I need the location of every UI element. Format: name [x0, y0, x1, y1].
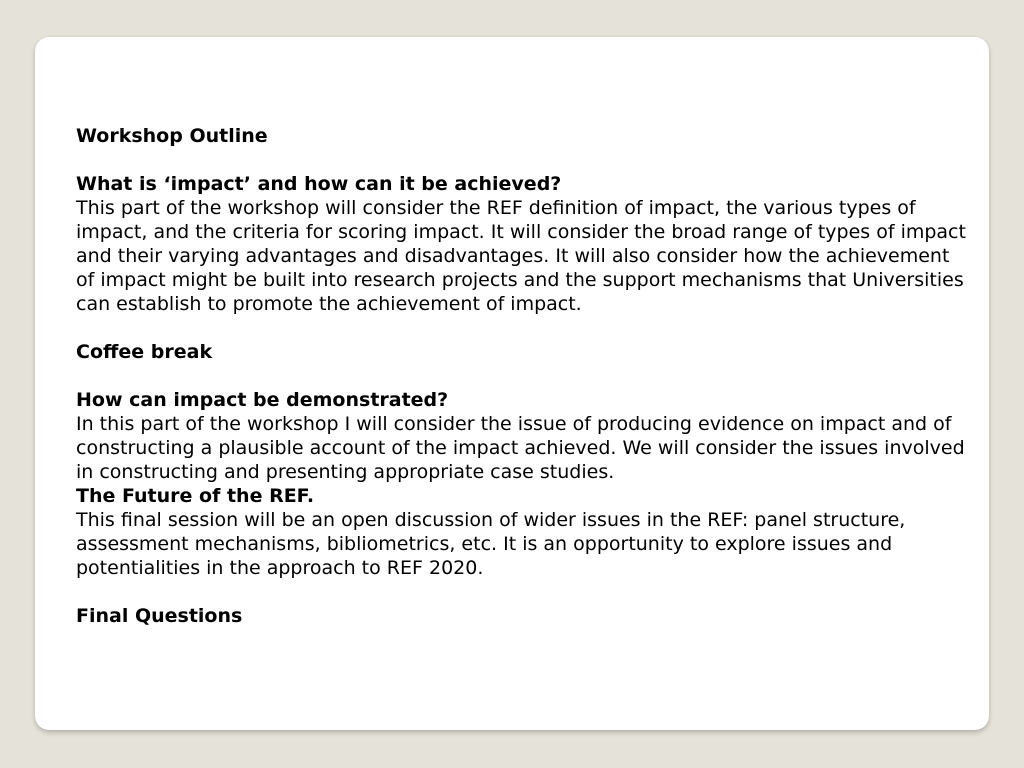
- section-body-future-ref: This final session will be an open discussion of wider issues in the REF: panel structure, assessment mechanisms, bibliometrics, etc. It is an opportunity to explore issues and potentialities in the approach to REF 2020.: [76, 509, 906, 579]
- spacer: [76, 148, 966, 172]
- final-questions-label: Final Questions: [76, 605, 243, 627]
- section-heading-impact-achieved: What is ‘impact’ and how can it be achieved?: [76, 173, 562, 195]
- slide-content: [76, 124, 966, 628]
- slide-title: Workshop Outline: [76, 125, 268, 147]
- section-heading-future-ref: The Future of the REF.: [76, 485, 315, 507]
- section-heading-impact-demonstrated: How can impact be demonstrated?: [76, 389, 449, 411]
- slide-card: [35, 37, 989, 730]
- coffee-break-label: Coffee break: [76, 341, 213, 363]
- section-body-impact-demonstrated: In this part of the workshop I will consider the issue of producing evidence on impact and of constructing a plausible account of the impact achieved. We will consider the issues involved in constructing and presenting appropriate case studies.: [76, 413, 965, 483]
- section-body-impact-achieved: This part of the workshop will consider the REF definition of impact, the various types of impact, and the criteria for scoring impact. It will consider the broad range of types of impact and their varying advantages and disadvantages. It will also consider how the achievement of impact might be built into research projects and the support mechanisms that Universities can establish to promote the achievement of impact.: [76, 197, 966, 315]
- spacer: [76, 316, 966, 340]
- spacer: [76, 580, 966, 604]
- spacer: [76, 364, 966, 388]
